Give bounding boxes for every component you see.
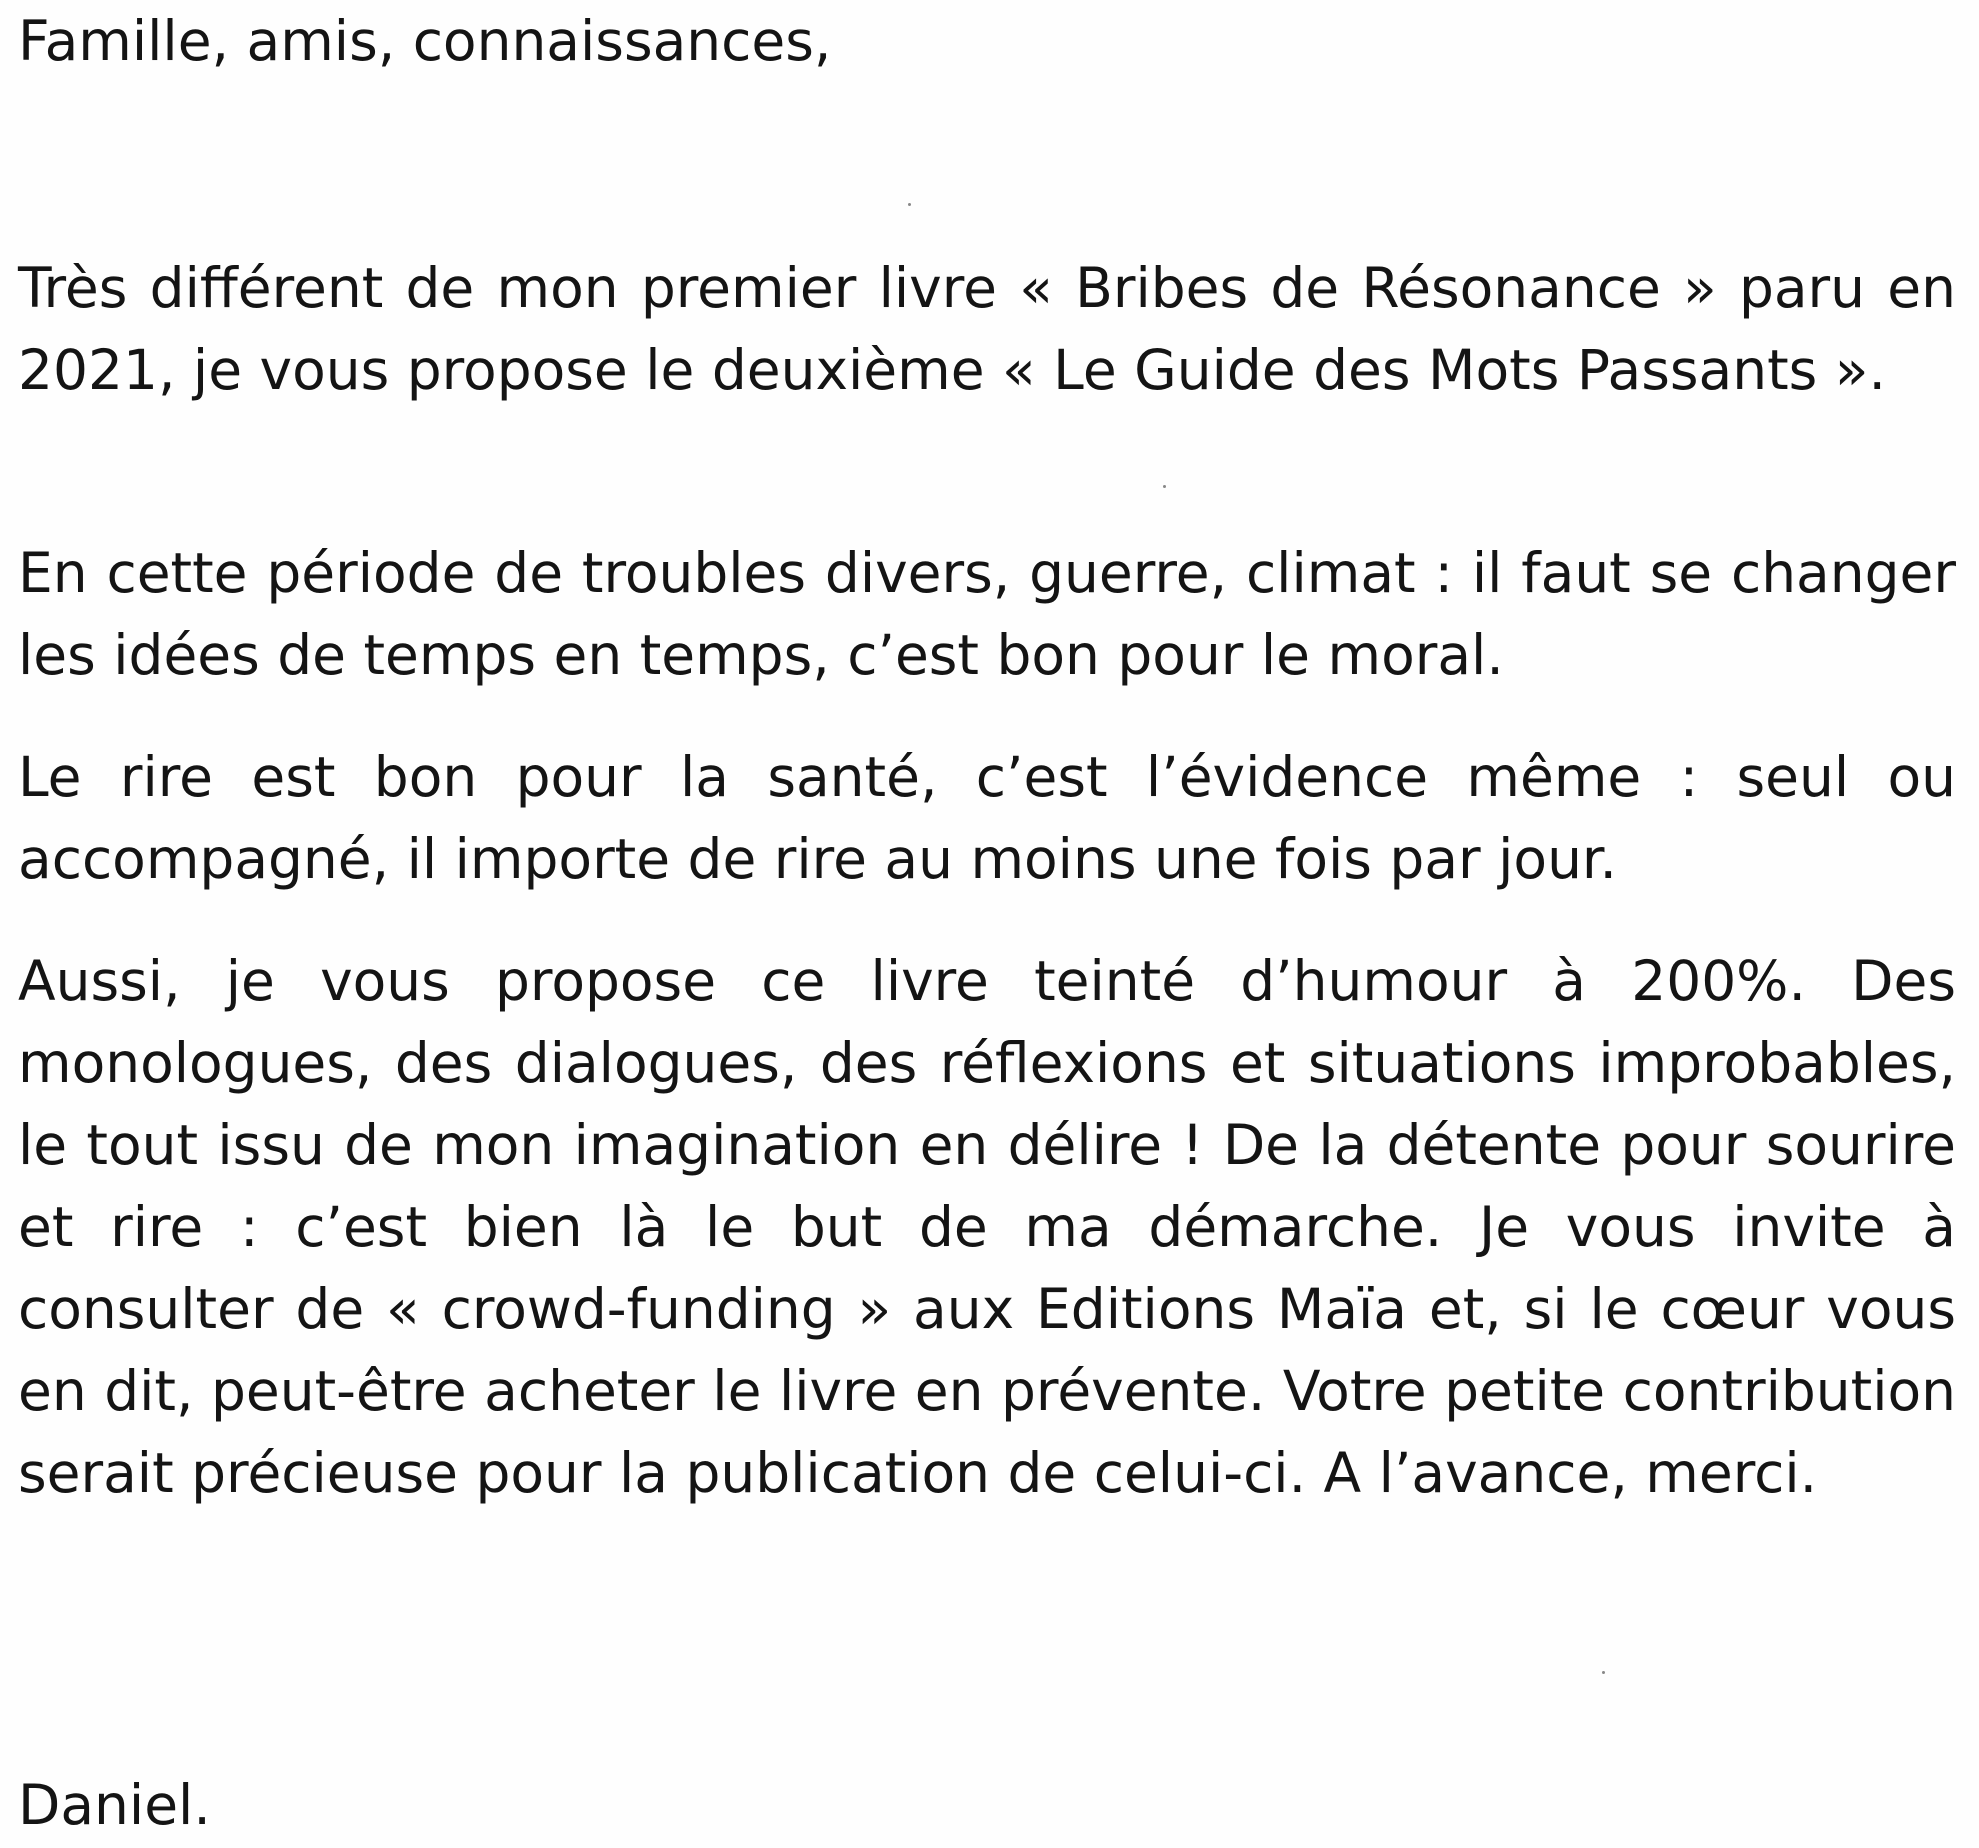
- scan-speck: [1602, 1671, 1605, 1674]
- paragraph-first-book: Très différent de mon premier livre « Bribes de Résonance » paru en 2021, je vous propose le deuxième « Le Guide des Mots Passants ».: [18, 256, 1956, 402]
- greeting: Famille, amis, connaissances,: [18, 9, 832, 73]
- paragraph-troubled-times: En cette période de troubles divers, guerre, climat : il faut se changer les idées de temps en temps, c’est bon pour le moral.: [18, 541, 1956, 687]
- paragraph-laughter-health: Le rire est bon pour la santé, c’est l’évidence même : seul ou accompagné, il importe de rire au moins une fois par jour.: [18, 745, 1956, 891]
- scan-speck: [908, 203, 911, 206]
- paragraph-book-invitation: Aussi, je vous propose ce livre teinté d’humour à 200%. Des monologues, des dialogues, des réflexions et situations improbables, le tout issu de mon imagination en délire ! De la détente pour sourire et rire : c’est bien là le but de ma démarche. Je vous invite à consulter de « crowd-funding » aux Editions Maïa et, si le cœur vous en dit, peut-être acheter le livre en prévente. Votre petite contribution serait précieuse pour la publication de celui-ci. A l’avance, merci.: [18, 949, 1956, 1505]
- signature: Daniel.: [18, 1773, 211, 1837]
- scan-speck: [1163, 485, 1166, 488]
